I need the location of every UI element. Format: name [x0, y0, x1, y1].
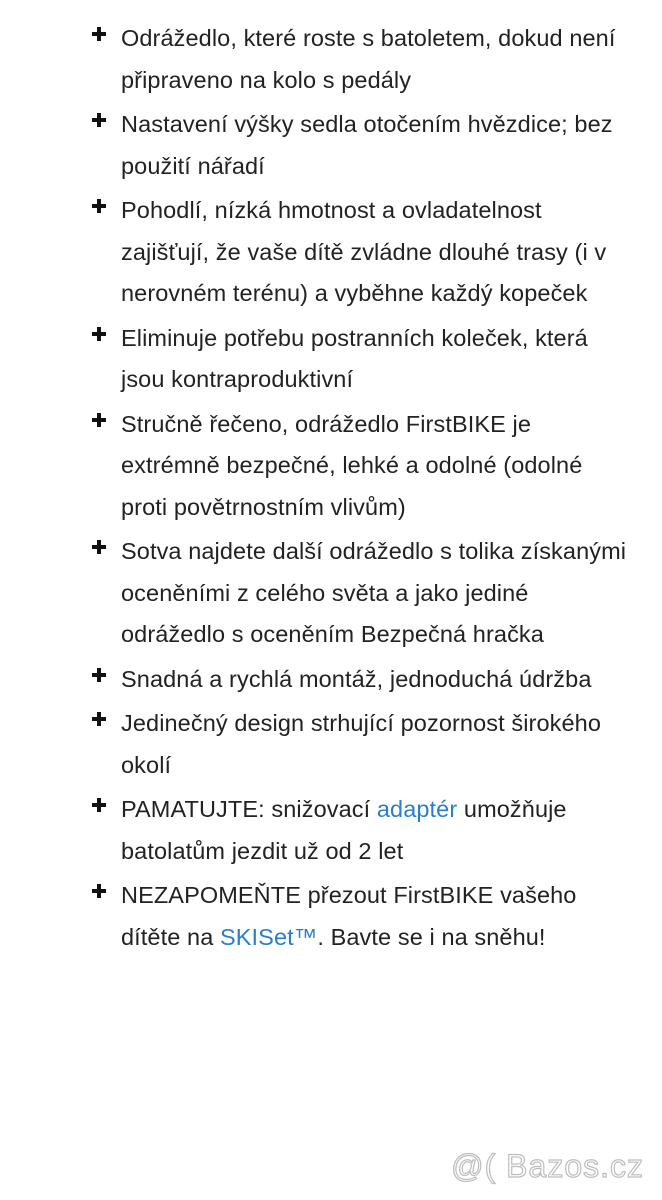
feature-item	[92, 703, 632, 786]
plus-icon	[92, 668, 106, 682]
plus-icon	[92, 540, 106, 554]
feature-text: . Bavte se i na sněhu!	[317, 923, 546, 950]
bazos-watermark: @( Bazos.cz	[451, 1148, 644, 1184]
feature-item	[92, 318, 632, 401]
feature-item	[92, 531, 632, 656]
plus-icon	[92, 884, 106, 898]
feature-text: Stručně řečeno, odrážedlo FirstBIKE je extrémně bezpečné, lehké a odolné (odolné proti povětrnostním vlivům)	[121, 410, 583, 520]
plus-icon	[92, 199, 106, 213]
feature-item	[92, 190, 632, 315]
plus-icon	[92, 798, 106, 812]
feature-text: Nastavení výšky sedla otočením hvězdice; bez použití nářadí	[121, 111, 613, 179]
feature-item	[92, 404, 632, 529]
adapter-link[interactable]: adaptér	[376, 796, 458, 822]
plus-icon	[92, 712, 106, 726]
feature-text: Sotva najdete další odrážedlo s tolika získanými oceněními z celého světa a jako jediné odrážedlo s oceněním Bezpečná hračka	[121, 538, 627, 647]
feature-text: Snadná a rychlá montáž, jednoduchá údržba	[121, 665, 592, 692]
plus-icon	[92, 113, 106, 127]
feature-text: Odrážedlo, které roste s batoletem, dokud není připraveno na kolo s pedály	[121, 25, 616, 93]
feature-text: umožňuje batolatům jezdit už od 2 let	[121, 796, 567, 864]
plus-icon	[92, 413, 106, 427]
feature-item	[92, 659, 632, 701]
plus-icon	[92, 327, 106, 341]
feature-text: NEZAPOMEŇTE přezout FirstBIKE vašeho dítěte na	[121, 882, 577, 950]
feature-item	[92, 18, 632, 101]
feature-text: Eliminuje potřebu postranních koleček, která jsou kontraproduktivní	[121, 324, 588, 392]
feature-text: Pohodlí, nízká hmotnost a ovladatelnost zajišťují, že vaše dítě zvládne dlouhé trasy (i v nerovném terénu) a vyběhne každý kopeček	[121, 197, 607, 306]
plus-icon	[92, 27, 106, 41]
feature-item	[92, 104, 632, 187]
feature-item-skiset	[92, 875, 632, 958]
feature-text: Jedinečný design strhující pozornost širokého okolí	[121, 710, 601, 778]
feature-item-adapter	[92, 789, 632, 872]
feature-text: PAMATUJTE: snižovací	[121, 796, 377, 822]
skiset-link[interactable]: SKISet™	[220, 923, 318, 950]
feature-list	[92, 18, 632, 961]
